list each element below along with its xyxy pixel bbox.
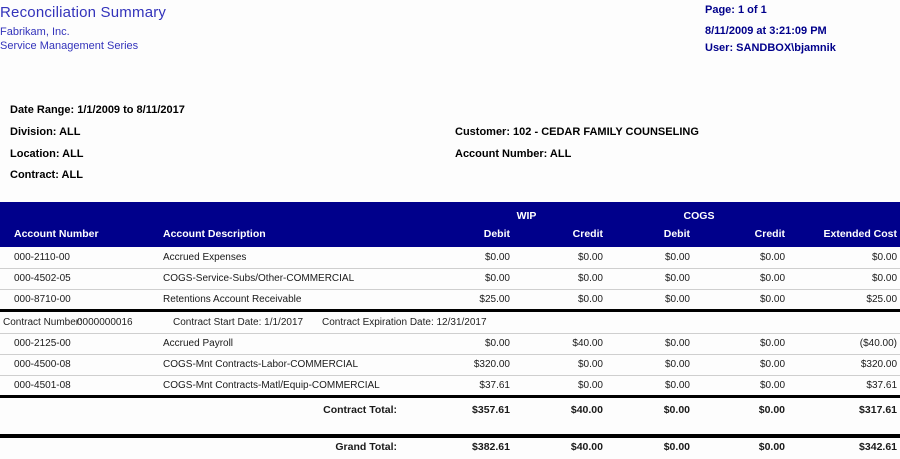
contract-total-cogs-debit: $0.00 xyxy=(608,396,695,422)
cell-wip-credit: $0.00 xyxy=(515,268,608,289)
cell-cogs-debit: $0.00 xyxy=(608,333,695,354)
filter-customer: Customer: 102 - CEDAR FAMILY COUNSELING xyxy=(455,126,699,138)
cell-cogs-debit: $0.00 xyxy=(608,289,695,310)
table-row xyxy=(0,289,900,310)
spacer-cell xyxy=(0,422,900,436)
table-row xyxy=(0,247,900,268)
cell-account: 000-4500-08 xyxy=(0,354,160,375)
cell-cogs-credit: $0.00 xyxy=(695,375,790,396)
spacer-cell xyxy=(0,396,160,422)
column-header-account: Account Number xyxy=(0,224,160,247)
column-header-cogs-credit: Credit xyxy=(695,224,790,247)
filter-date-range: Date Range: 1/1/2009 to 8/11/2017 xyxy=(10,104,185,116)
filter-contract: Contract: ALL xyxy=(10,169,83,181)
cell-wip-debit: $37.61 xyxy=(445,375,515,396)
cell-cogs-debit: $0.00 xyxy=(608,354,695,375)
cell-cogs-debit: $0.00 xyxy=(608,268,695,289)
contract-info-row xyxy=(0,310,900,333)
cell-cogs-debit: $0.00 xyxy=(608,375,695,396)
contract-total-row xyxy=(0,396,900,422)
group-header-wip: WIP xyxy=(445,202,608,224)
cell-cogs-credit: $0.00 xyxy=(695,354,790,375)
table-row xyxy=(0,268,900,289)
contract-expiration-date: Contract Expiration Date: 12/31/2017 xyxy=(322,316,487,328)
print-datetime: 8/11/2009 at 3:21:09 PM xyxy=(705,25,827,37)
report-title: Reconciliation Summary xyxy=(0,4,167,21)
contract-total-label: Contract Total: xyxy=(160,396,445,422)
cell-extended: $0.00 xyxy=(790,268,900,289)
report-series: Service Management Series xyxy=(0,40,139,52)
spacer-cell xyxy=(0,436,160,456)
column-header-extended-cost: Extended Cost xyxy=(790,224,900,247)
reconciliation-table xyxy=(0,202,900,456)
print-user: User: SANDBOX\bjamnik xyxy=(705,42,836,54)
spacer-cell xyxy=(0,202,160,224)
contract-total-extended: $317.61 xyxy=(790,396,900,422)
table-row xyxy=(0,333,900,354)
spacer-row xyxy=(0,422,900,436)
cell-wip-debit: $0.00 xyxy=(445,247,515,268)
grand-total-extended: $342.61 xyxy=(790,436,900,456)
grand-total-cogs-credit: $0.00 xyxy=(695,436,790,456)
contract-total-wip-debit: $357.61 xyxy=(445,396,515,422)
cell-cogs-debit: $0.00 xyxy=(608,247,695,268)
company-name: Fabrikam, Inc. xyxy=(0,26,70,38)
cell-description: COGS-Mnt Contracts-Matl/Equip-COMMERCIAL xyxy=(160,375,445,396)
grand-total-cogs-debit: $0.00 xyxy=(608,436,695,456)
cell-account: 000-2125-00 xyxy=(0,333,160,354)
cell-wip-debit: $320.00 xyxy=(445,354,515,375)
cell-extended: $0.00 xyxy=(790,247,900,268)
grand-total-row xyxy=(0,436,900,456)
filter-account-number: Account Number: ALL xyxy=(455,148,572,160)
cell-account: 000-8710-00 xyxy=(0,289,160,310)
cell-wip-credit: $0.00 xyxy=(515,289,608,310)
contract-number-value: 0000000016 xyxy=(77,316,133,328)
contract-total-wip-credit: $40.00 xyxy=(515,396,608,422)
cell-extended: $25.00 xyxy=(790,289,900,310)
page-indicator: Page: 1 of 1 xyxy=(705,4,767,16)
group-header-row xyxy=(0,202,900,224)
spacer-cell xyxy=(160,202,445,224)
cell-description: COGS-Mnt Contracts-Labor-COMMERCIAL xyxy=(160,354,445,375)
cell-account: 000-4501-08 xyxy=(0,375,160,396)
cell-extended: $37.61 xyxy=(790,375,900,396)
spacer-cell xyxy=(790,202,900,224)
grand-total-wip-debit: $382.61 xyxy=(445,436,515,456)
table-row xyxy=(0,354,900,375)
cell-cogs-credit: $0.00 xyxy=(695,247,790,268)
cell-wip-debit: $0.00 xyxy=(445,268,515,289)
grand-total-label: Grand Total: xyxy=(160,436,445,456)
contract-info-cell xyxy=(0,310,900,333)
cell-account: 000-2110-00 xyxy=(0,247,160,268)
cell-wip-credit: $0.00 xyxy=(515,354,608,375)
cell-description: COGS-Service-Subs/Other-COMMERCIAL xyxy=(160,268,445,289)
cell-extended: ($40.00) xyxy=(790,333,900,354)
cell-wip-debit: $0.00 xyxy=(445,333,515,354)
cell-cogs-credit: $0.00 xyxy=(695,289,790,310)
cell-cogs-credit: $0.00 xyxy=(695,268,790,289)
cell-account: 000-4502-05 xyxy=(0,268,160,289)
column-header-cogs-debit: Debit xyxy=(608,224,695,247)
column-header-wip-debit: Debit xyxy=(445,224,515,247)
contract-total-cogs-credit: $0.00 xyxy=(695,396,790,422)
cell-wip-debit: $25.00 xyxy=(445,289,515,310)
cell-cogs-credit: $0.00 xyxy=(695,333,790,354)
group-header-cogs: COGS xyxy=(608,202,790,224)
table-header xyxy=(0,202,900,247)
column-header-description: Account Description xyxy=(160,224,445,247)
cell-wip-credit: $0.00 xyxy=(515,375,608,396)
cell-wip-credit: $0.00 xyxy=(515,247,608,268)
table-row xyxy=(0,375,900,396)
cell-description: Retentions Account Receivable xyxy=(160,289,445,310)
filter-division: Division: ALL xyxy=(10,126,81,138)
cell-wip-credit: $40.00 xyxy=(515,333,608,354)
contract-start-date: Contract Start Date: 1/1/2017 xyxy=(173,316,304,328)
column-header-wip-credit: Credit xyxy=(515,224,608,247)
cell-extended: $320.00 xyxy=(790,354,900,375)
grand-total-wip-credit: $40.00 xyxy=(515,436,608,456)
filter-location: Location: ALL xyxy=(10,148,84,160)
cell-description: Accrued Expenses xyxy=(160,247,445,268)
contract-number-label: Contract Number: xyxy=(3,316,82,328)
column-header-row xyxy=(0,224,900,247)
cell-description: Accrued Payroll xyxy=(160,333,445,354)
